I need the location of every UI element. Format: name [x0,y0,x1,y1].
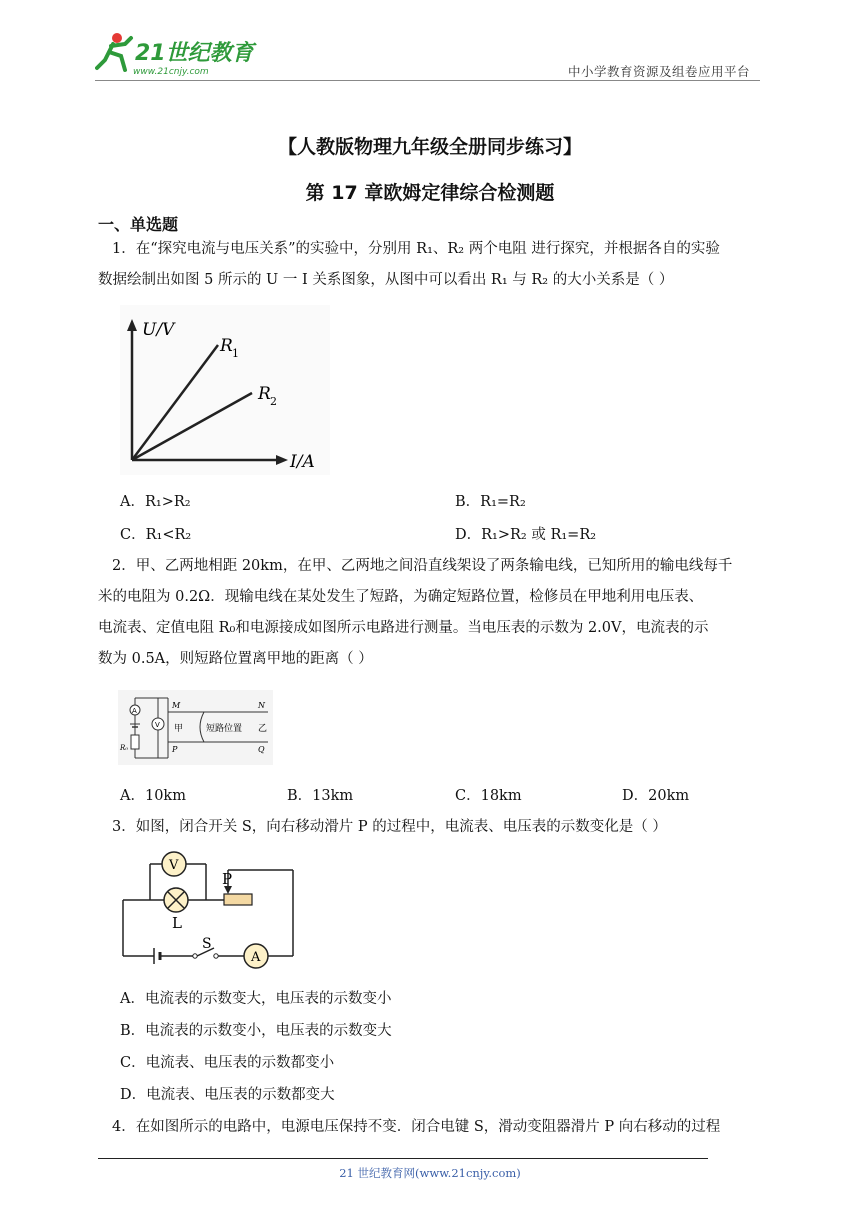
option-b[interactable]: B．13km [287,788,354,804]
ammeter-label: A [132,707,137,715]
y-axis-label: U/V [142,320,175,340]
option-a[interactable]: A．10km [120,788,186,804]
r2-label: R [258,384,271,404]
label-m: M [172,701,181,710]
question-4 [112,1112,772,1143]
label-p: P [172,745,178,754]
label-yi: 乙 [258,724,268,734]
footer-divider [98,1158,708,1159]
transmission-circuit-figure [118,690,273,765]
r0-label: R₀ [120,744,129,752]
label-short-location: 短路位置 [206,724,243,734]
page-subtitle: 第 17 章欧姆定律综合检测题 [305,182,555,204]
question-text: 数据绘制出如图 5 所示的 U 一 I 关系图象，从图中可以看出 R₁ 与 R₂ 的大小关系是（ ） [98,272,674,288]
question-text: 电流表、定值电阻 R₀和电源接成如图所示电路进行测量。当电压表的示数为 2.0V，电流表的示 [98,620,709,636]
question-text: 1．在“探究电流与电压关系”的实验中，分别用 R₁、R₂ 两个电阻 进行探究，并根据各自的实验 [112,241,720,257]
question-3 [112,812,772,843]
switch-label: S [202,936,212,952]
r1-label: R [220,336,233,356]
label-n: N [258,701,265,710]
option-b[interactable]: B．R₁=R₂ [455,494,526,510]
header-divider [95,80,760,81]
question-1 [98,234,772,296]
slider-label: P [222,870,233,888]
option-a[interactable]: A．R₁>R₂ [120,494,191,510]
question-text: 2．甲、乙两地相距 20km，在甲、乙两地之间沿直线架设了两条输电线，已知所用的输电线每千 [112,558,733,574]
option-b[interactable]: B．电流表的示数变小，电压表的示数变大 [120,1023,392,1039]
resistor-r0 [131,735,139,749]
page-header [0,0,860,90]
option-c[interactable]: C．18km [455,788,522,804]
option-a[interactable]: A．电流表的示数变大，电压表的示数变小 [120,991,392,1007]
x-axis-label: I/A [290,452,315,472]
r2-sub: 2 [270,395,277,408]
slider-circuit-figure [118,848,298,970]
rheostat-icon [224,894,252,905]
voltmeter-label: V [169,858,179,873]
question-text: 3．如图，闭合开关 S，向右移动滑片 P 的过程中，电流表、电压表的示数变化是（ ） [112,819,667,835]
logo-text: 21世纪教育 [135,41,254,66]
ammeter-label: A [251,950,261,965]
footer-text[interactable]: 21 世纪教育网(www.21cnjy.com) [339,1166,521,1180]
logo-url: www.21cnjy.com [133,67,209,77]
section-heading: 一、单选题 [98,215,179,234]
ui-graph-figure [120,305,330,475]
r1-sub: 1 [232,347,239,360]
option-d[interactable]: D．电流表、电压表的示数都变大 [120,1087,335,1103]
voltmeter-label: V [155,721,160,729]
logo [95,30,260,80]
question-text: 4．在如图所示的电路中，电源电压保持不变．闭合电键 S，滑动变阻器滑片 P 向右移动的过程 [112,1119,721,1135]
label-q: Q [258,745,265,754]
option-c[interactable]: C．R₁<R₂ [120,527,192,543]
question-2 [98,551,772,675]
page-title: 【人教版物理九年级全册同步练习】 [277,136,582,158]
option-c[interactable]: C．电流表、电压表的示数都变小 [120,1055,335,1071]
platform-name: 中小学教育资源及组卷应用平台 [568,64,751,79]
lamp-label: L [172,914,182,932]
option-d[interactable]: D．R₁>R₂ 或 R₁=R₂ [455,527,597,543]
question-text: 米的电阻为 0.2Ω．现输电线在某处发生了短路，为确定短路位置，检修员在甲地利用电压表、 [98,589,704,605]
option-d[interactable]: D．20km [622,788,690,804]
question-text: 数为 0.5A，则短路位置离甲地的距离（ ） [98,651,373,667]
label-jia: 甲 [174,724,184,734]
